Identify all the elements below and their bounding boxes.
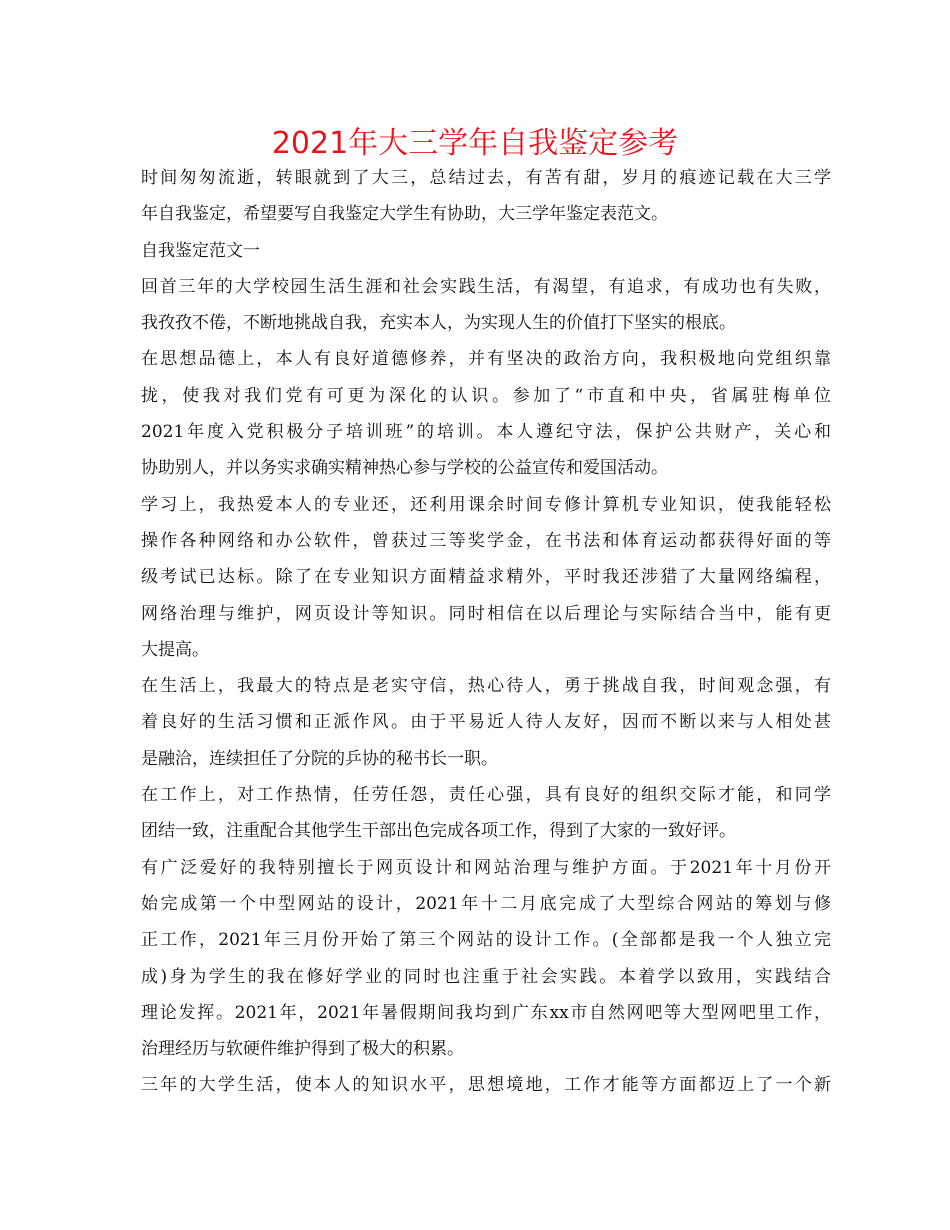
text-line: 在生活上，我最大的特点是老实守信，热心待人，勇于挑战自我，时间观念强，有	[141, 676, 831, 697]
text-line: 2021年度入党积极分子培训班”的培训。本人遵纪守法，保护公共财产，关心和	[141, 422, 831, 443]
text-line: 回首三年的大学校园生活生涯和社会实践生活，有渴望，有追求，有成功也有失败，	[141, 276, 831, 297]
document-body	[141, 160, 831, 1104]
text-line: 是融洽，连续担任了分院的乒协的秘书长一职。	[141, 748, 498, 769]
document-title: 2021年大三学年自我鉴定参考	[271, 126, 679, 161]
text-line: 时间匆匆流逝，转眼就到了大三，总结过去，有苦有甜，岁月的痕迹记载在大三学	[141, 168, 831, 188]
text-line: 团结一致，注重配合其他学生干部出色完成各项工作，得到了大家的一致好评。	[141, 821, 736, 842]
text-line: 有广泛爱好的我特别擅长于网页设计和网站治理与维护方面。于2021年十月份开	[141, 857, 831, 878]
text-line: 三年的大学生活，使本人的知识水平，思想境地，工作才能等方面都迈上了一个新	[141, 1075, 831, 1096]
text-line: 着良好的生活习惯和正派作风。由于平易近人待人友好，因而不断以来与人相处甚	[141, 712, 831, 733]
text-line: 理论发挥。2021年，2021年暑假期间我均到广东xx市自然网吧等大型网吧里工作，	[141, 1002, 831, 1023]
text-line: 正工作，2021年三月份开始了第三个网站的设计工作。(全部都是我一个人独立完	[141, 930, 831, 951]
section-heading: 自我鉴定范文一	[141, 240, 260, 261]
text-line: 操作各种网络和办公软件，曾获过三等奖学金，在书法和体育运动都获得好面的等	[141, 530, 831, 551]
text-line: 在思想品德上，本人有良好道德修养，并有坚决的政治方向，我积极地向党组织靠	[141, 349, 831, 370]
text-line: 治理经历与软硬件维护得到了极大的积累。	[141, 1039, 464, 1060]
text-line: 大提高。	[141, 639, 209, 660]
text-line: 级考试已达标。除了在专业知识方面精益求精外，平时我还涉猎了大量网络编程，	[141, 567, 831, 588]
text-line: 始完成第一个中型网站的设计，2021年十二月底完成了大型综合网站的筹划与修	[141, 893, 831, 914]
text-line: 成)身为学生的我在修好学业的同时也注重于社会实践。本着学以致用，实践结合	[141, 966, 831, 987]
text-line: 网络治理与维护，网页设计等知识。同时相信在以后理论与实际结合当中，能有更	[141, 603, 831, 624]
text-line: 在工作上，对工作热情，任劳任怨，责任心强，具有良好的组织交际才能，和同学	[141, 785, 831, 806]
text-line: 拢，使我对我们党有可更为深化的认识。参加了“市直和中央，省属驻梅单位	[141, 385, 831, 406]
text-line: 协助别人，并以务实求确实精神热心参与学校的公益宣传和爱国活动。	[141, 458, 668, 479]
text-line: 年自我鉴定，希望要写自我鉴定大学生有协助，大三学年鉴定表范文。	[141, 204, 668, 225]
text-line: 学习上，我热爱本人的专业还，还利用课余时间专修计算机专业知识，使我能轻松	[141, 494, 831, 515]
text-line: 我孜孜不倦，不断地挑战自我，充实本人，为实现人生的价值打下坚实的根底。	[141, 313, 736, 334]
